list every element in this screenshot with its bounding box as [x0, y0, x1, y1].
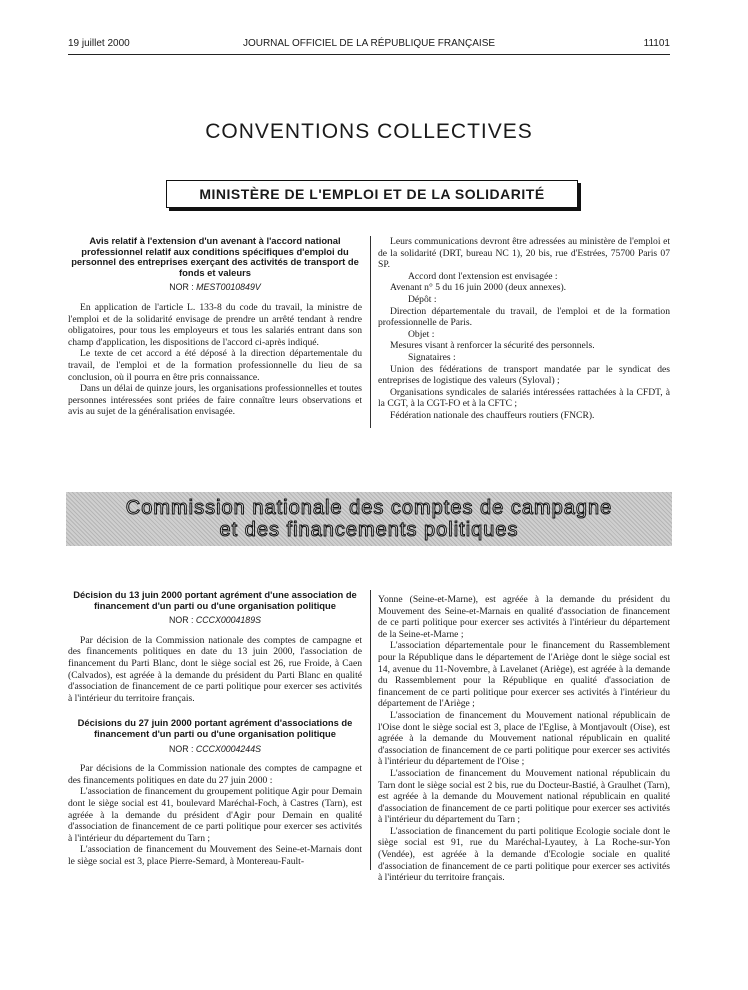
commission-banner: [66, 492, 672, 546]
paragraph: L'association de financement du Mouvement national républicain du Tarn dont le siège social est 2 bis, rue du Docteur-Bastié, à Graulhet (Tarn), est agréée à la demande du Mouvement national républicain en qualité d'association de financement de ce parti politique pour exercer ses activités à l'intérieur du département du Tarn ;: [378, 767, 670, 826]
decision1-nor: [68, 615, 362, 627]
decision1-title: Décision du 13 juin 2000 portant agrément d'une association de financement d'un parti ou d'une organisation politique: [73, 589, 357, 611]
decision2-nor: [68, 744, 362, 756]
decisions-right-column: [378, 594, 670, 884]
paragraph: L'association de financement du Mouvement des Seine-et-Marnais dont le siège social est 3, place Pierre-Semard, à Montereau-Fault-: [68, 844, 362, 867]
paragraph: Yonne (Seine-et-Marne), est agréée à la demande du président du Mouvement des Seine-et-Marnais en qualité d'association de financement de ce parti politique pour exercer ses activités à l'intérieur du département de la Seine-et-Marne ;: [378, 594, 670, 640]
article1-nor: [68, 282, 362, 294]
decision2-title: Décisions du 27 juin 2000 portant agrément d'associations de financement d'un parti ou d'une organisation politique: [77, 717, 353, 739]
ministry-box: MINISTÈRE DE L'EMPLOI ET DE LA SOLIDARITÉ: [166, 180, 578, 208]
article1-left-column: [68, 236, 362, 418]
nor-label: NOR :: [169, 743, 194, 754]
paragraph: Par décision de la Commission nationale des comptes de campagne et des financements politiques en date du 13 juin 2000, l'association de financement du Parti Blanc, dont le siège social est 26, rue Froide, à Caen (Calvados), est agréée à la demande du président du Parti Blanc en qualité d'association de financement de ce parti politique pour exercer ses activités à l'intérieur du territoire français.: [68, 634, 362, 704]
section-title: CONVENTIONS COLLECTIVES: [205, 120, 533, 143]
banner-line: Commission nationale des comptes de campagne: [125, 497, 613, 519]
paragraph: L'association de financement du Mouvement national républicain de l'Oise dont le siège social est 3, place de l'Eglise, à Montjavoult (Oise), est agréée à la demande du Mouvement national républicain en qualité d'association de financement de ce parti politique pour exercer ses activités à l'intérieur du département de l'Oise ;: [378, 709, 670, 768]
signataire: Organisations syndicales de salariés intéressées rattachées à la CFDT, à la CGT, à la CGT-FO et à la CFTC ;: [378, 386, 670, 410]
article1-title: Avis relatif à l'extension d'un avenant à l'accord national professionnel relatif aux conditions spécifiques d'emploi du personnel des entreprises exerçant des activités de transport de fonds et valeurs: [71, 235, 359, 278]
signataires-label: Signataires :: [408, 351, 456, 363]
running-header: [68, 38, 670, 52]
nor-code: MEST0010849V: [196, 282, 261, 293]
objet-text: Mesures visant à renforcer la sécurité des personnels.: [390, 340, 595, 352]
issue-date: 19 juillet 2000: [68, 38, 130, 49]
paragraph: Leurs communications devront être adressées au ministère de l'emploi et de la solidarité (DRT, bureau NC 1), 20 bis, rue d'Estrées, 75700 Paris 07 SP.: [378, 236, 670, 271]
journal-title: JOURNAL OFFICIEL DE LA RÉPUBLIQUE FRANÇAISE: [242, 38, 496, 49]
paragraph: En application de l'article L. 133-8 du code du travail, la ministre de l'emploi et de la solidarité envisage de prendre un arrêté tendant à rendre obligatoires, pour tous les employeurs et tous les salariés entrant dans son champ d'application, les dispositions de l'accord ci-après indiqué.: [68, 301, 362, 348]
nor-label: NOR :: [169, 615, 194, 626]
nor-code: CCCX0004189S: [195, 615, 261, 626]
article1-right-column: [378, 236, 670, 422]
paragraph: L'association départementale pour le financement du Rassemblement pour la République dans le département de l'Ariège dont le siège social est 14, avenue du 11-Novembre, à Lavelanet (Ariège), est agréée à la demande du Rassemblement pour la République en qualité d'association de financement de ce parti politique pour exercer ses activités à l'intérieur du département de l'Ariège ;: [378, 640, 670, 710]
paragraph: Le texte de cet accord a été déposé à la direction départementale du travail, de l'emploi et de la formation professionnelle du lieu de sa conclusion, où il pourra en être pris connaissance.: [68, 348, 362, 383]
signataire: Fédération nationale des chauffeurs routiers (FNCR).: [390, 409, 595, 421]
header-rule: [68, 54, 670, 55]
banner-line: et des financements politiques: [219, 519, 519, 541]
avenant-text: Avenant n° 5 du 16 juin 2000 (deux annexes).: [390, 282, 567, 294]
column-divider: [370, 590, 371, 870]
accord-label: Accord dont l'extension est envisagée :: [408, 270, 558, 282]
objet-label: Objet :: [408, 328, 435, 340]
paragraph: Dans un délai de quinze jours, les organisations professionnelles et toutes personnes intéressées sont priées de faire connaître leurs observations et avis au sujet de la généralisation envisagée.: [68, 383, 362, 418]
depot-label: Dépôt :: [408, 293, 437, 305]
nor-code: CCCX0004244S: [195, 743, 261, 754]
depot-text: Direction départementale du travail, de l'emploi et de la formation professionnelle de Paris.: [378, 305, 670, 329]
paragraph: Par décisions de la Commission nationale des comptes de campagne et des financements politiques en date du 27 juin 2000 :: [68, 763, 362, 786]
page-number: 11101: [643, 38, 670, 49]
paragraph: L'association de financement du parti politique Ecologie sociale dont le siège social est 91, rue du Maréchal-Lyautey, à La Roche-sur-Yon (Vendée), est agréée à la demande d'Ecologie sociale en qualité d'association de financement de ce parti politique pour exercer ses activités à l'intérieur du territoire français.: [378, 825, 670, 884]
paragraph: L'association de financement du groupement politique Agir pour Demain dont le siège social est 41, boulevard Maréchal-Foch, à Castres (Tarn), est agréée à la demande du président d'Agir pour Demain en qualité d'association de financement de ce parti politique pour exercer ses activités à l'intérieur du département du Tarn ;: [68, 786, 362, 844]
signataire: Union des fédérations de transport mandatée par le syndicat des entreprises de logistique des valeurs (Syloval) ;: [378, 363, 670, 387]
nor-label: NOR :: [169, 282, 194, 293]
decisions-left-column: [68, 590, 362, 867]
column-divider: [370, 236, 371, 428]
